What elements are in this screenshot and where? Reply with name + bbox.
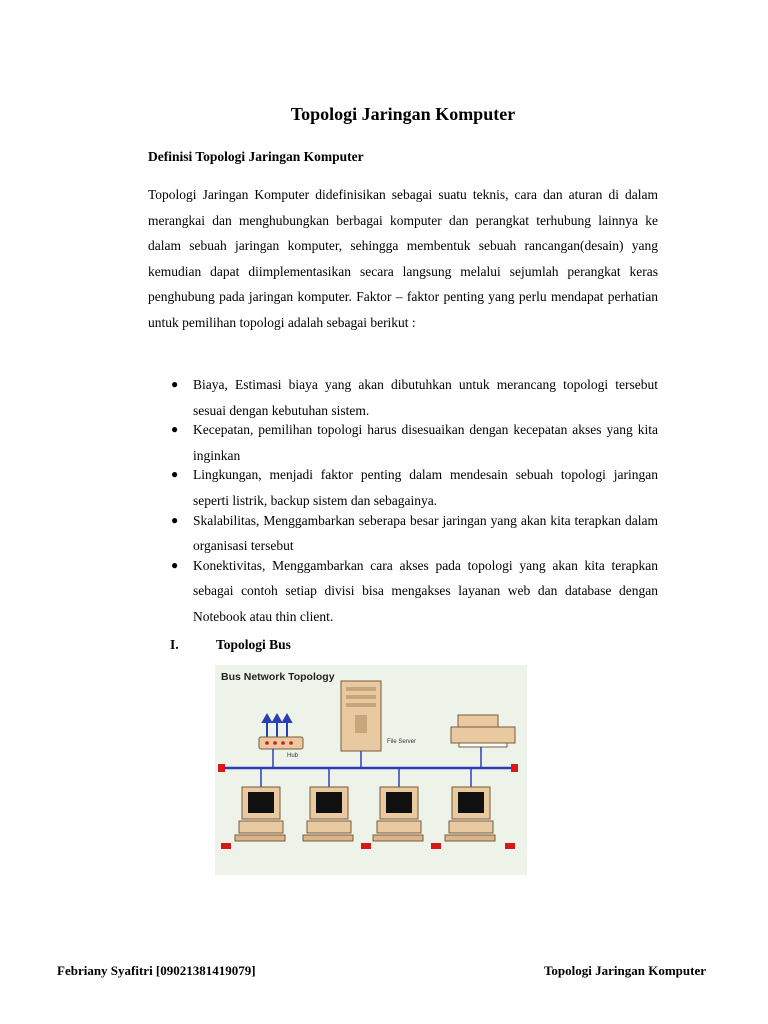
- footer-author: Febriany Syafitri [09021381419079]: [57, 963, 256, 978]
- list-item-text: Lingkungan, menjadi faktor penting dalam mendesain sebuah topologi jaringan seperti listrik, backup sistem dan sebagainya.: [193, 467, 658, 508]
- bullet-icon: ●: [171, 467, 179, 482]
- list-item: [148, 372, 658, 423]
- figure-title: Bus Network Topology: [221, 671, 335, 683]
- footer-doc-title: Topologi Jaringan Komputer: [543, 963, 706, 978]
- bullet-icon: ●: [171, 422, 179, 437]
- list-item: [148, 508, 658, 559]
- section-number: I.: [170, 637, 179, 652]
- bullet-icon: ●: [171, 512, 179, 527]
- hub-label: Hub: [287, 753, 299, 759]
- uplink-arrows-icon: [263, 715, 291, 737]
- bus-topology-figure: [215, 665, 527, 875]
- definition-paragraph: Topologi Jaringan Komputer didefinisikan sebagai suatu teknis, cara dan aturan di dalam merangkai dan menghubungkan berbagai komputer dan perangkat terhubung lainnya ke dalam sebuah jaringan komputer, sehingga membentuk sebuah rancangan(desain) yang kemudian dapat diimplementasikan secara langsung melalui sejumlah perangkat keras penghubung pada jaringan komputer. Faktor – faktor penting yang perlu mendapat perhatian untuk pemilihan topologi adalah sebagai berikut :: [148, 187, 658, 330]
- list-item: [148, 462, 658, 513]
- bullet-icon: ●: [171, 377, 179, 391]
- list-item-text: Konektivitas, Menggambarkan cara akses pada topologi yang akan kita terapkan sebagai contoh setiap divisi bisa mengakses layanan web dan database dengan Notebook atau thin client.: [193, 557, 658, 624]
- hub-icon: [259, 737, 303, 749]
- factor-list: [148, 372, 658, 624]
- terminator-right-icon: [511, 764, 518, 772]
- list-item-text: Kecepatan, pemilihan topologi harus disesuaikan dengan kecepatan akses yang kita inginkan: [193, 422, 658, 463]
- list-item-text: Skalabilitas, Menggambarkan seberapa besar jaringan yang akan kita terapkan dalam organisasi tersebut: [193, 512, 658, 554]
- list-item: [148, 553, 658, 630]
- list-item-text: Biaya, Estimasi biaya yang akan dibutuhkan untuk merancang topologi tersebut sesuai dengan kebutuhan sistem.: [193, 377, 658, 418]
- list-item: [148, 417, 658, 468]
- document-title: Topologi Jaringan Komputer: [290, 104, 516, 124]
- section-heading: [170, 637, 291, 653]
- definition-subheading: Definisi Topologi Jaringan Komputer: [148, 149, 364, 164]
- file-server-icon: [341, 681, 381, 751]
- terminator-left-icon: [218, 764, 225, 772]
- file-server-label: File Server: [387, 739, 417, 745]
- section-title: Topologi Bus: [216, 637, 291, 652]
- bullet-icon: ●: [171, 557, 179, 572]
